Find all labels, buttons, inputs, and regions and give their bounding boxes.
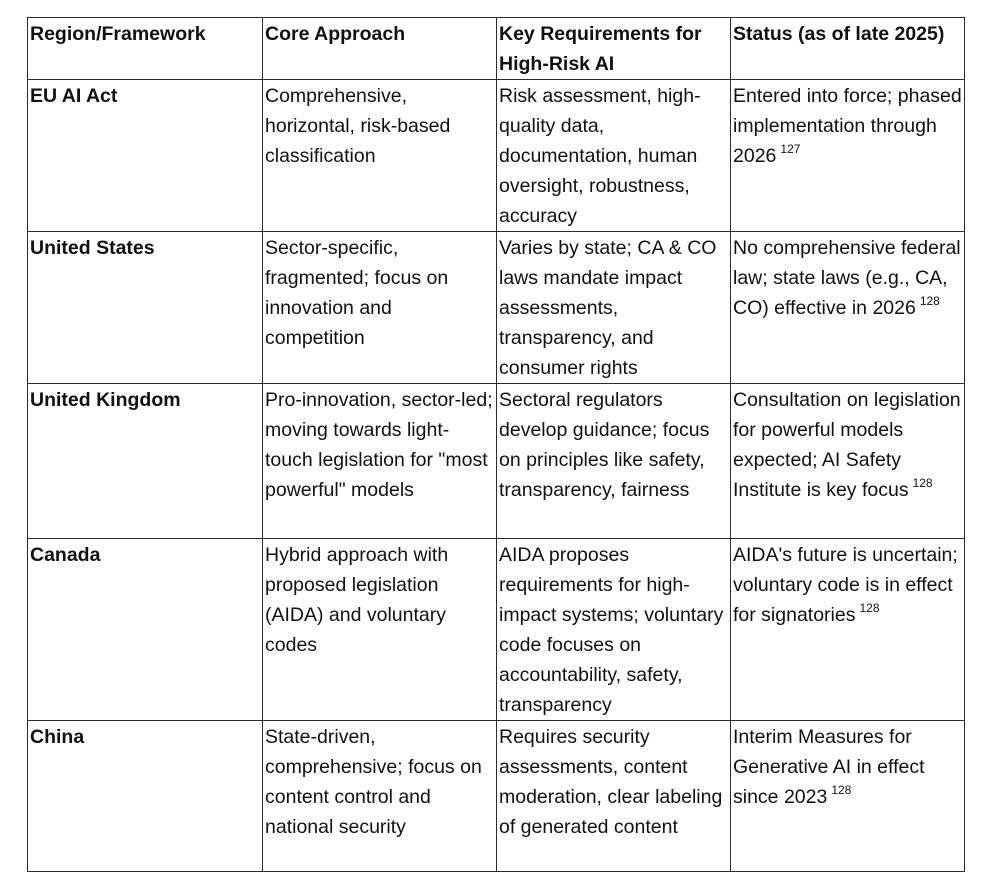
header-core-approach: Core Approach [263, 18, 497, 80]
table-row [28, 384, 965, 539]
cell-status [731, 232, 965, 384]
cell-status [731, 384, 965, 539]
cell-status [731, 721, 965, 872]
cell-approach: Hybrid approach with proposed legislation (AIDA) and voluntary codes [263, 539, 497, 721]
cell-status [731, 539, 965, 721]
status-text: No comprehensive federal law; state laws (e.g., CA, CO) effective in 2026 [733, 237, 961, 319]
status-text: AIDA's future is uncertain; voluntary code is in effect for signatories [733, 544, 958, 626]
reference-number: 128 [859, 601, 880, 615]
cell-approach: Comprehensive, horizontal, risk-based classification [263, 80, 497, 232]
status-text: Entered into force; phased implementation through 2026 [733, 85, 962, 167]
cell-approach: Pro-innovation, sector-led; moving towards light-touch legislation for "most powerful" models [263, 384, 497, 539]
table-row [28, 232, 965, 384]
cell-requirements: Requires security assessments, content moderation, clear labeling of generated content [497, 721, 731, 872]
table-row [28, 539, 965, 721]
cell-status [731, 80, 965, 232]
cell-requirements: Risk assessment, high-quality data, documentation, human oversight, robustness, accuracy [497, 80, 731, 232]
reference-number: 128 [912, 476, 933, 490]
status-text: Consultation on legislation for powerful models expected; AI Safety Institute is key focus [733, 389, 961, 501]
ai-regulation-table [27, 17, 965, 872]
cell-approach: Sector-specific, fragmented; focus on innovation and competition [263, 232, 497, 384]
status-text: Interim Measures for Generative AI in effect since 2023 [733, 726, 925, 808]
reference-number: 127 [780, 142, 801, 156]
cell-region: United States [28, 232, 263, 384]
cell-requirements: Varies by state; CA & CO laws mandate impact assessments, transparency, and consumer rights [497, 232, 731, 384]
cell-region: EU AI Act [28, 80, 263, 232]
reference-number: 128 [831, 783, 852, 797]
table-row [28, 721, 965, 872]
cell-requirements: AIDA proposes requirements for high-impact systems; voluntary code focuses on accountability, safety, transparency [497, 539, 731, 721]
cell-requirements: Sectoral regulators develop guidance; focus on principles like safety, transparency, fairness [497, 384, 731, 539]
cell-region: United Kingdom [28, 384, 263, 539]
table-row [28, 80, 965, 232]
cell-region: China [28, 721, 263, 872]
header-status: Status (as of late 2025) [731, 18, 965, 80]
table-header-row [28, 18, 965, 80]
reference-number: 128 [919, 294, 940, 308]
header-region: Region/Framework [28, 18, 263, 80]
header-key-requirements: Key Requirements for High-Risk AI [497, 18, 731, 80]
cell-approach: State-driven, comprehensive; focus on content control and national security [263, 721, 497, 872]
cell-region: Canada [28, 539, 263, 721]
